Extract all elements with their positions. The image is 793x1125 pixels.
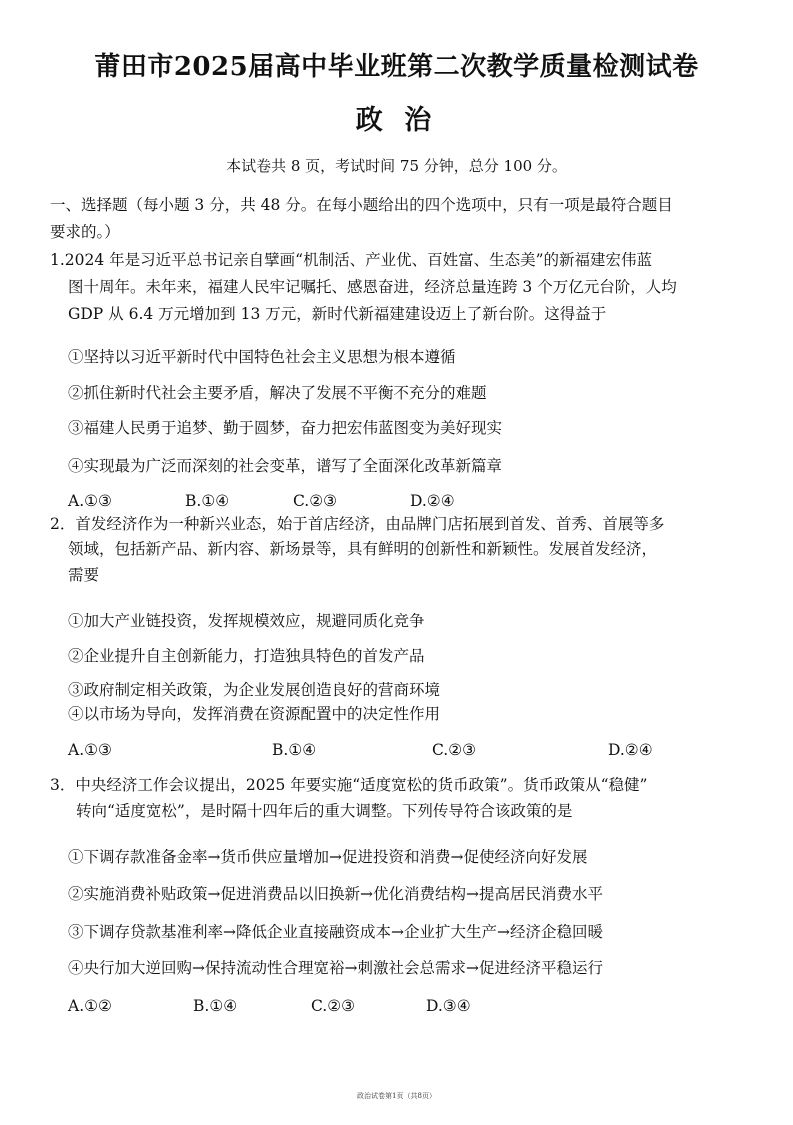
- question-1-stem-line-3: GDP 从 6.4 万元增加到 13 万元，新时代新福建建设迈上了新台阶。这得益于: [68, 305, 607, 323]
- question-3-choice-a[interactable]: A.①②: [68, 997, 112, 1015]
- question-2-choice-d[interactable]: D.②④: [608, 741, 653, 759]
- question-2-choice-a[interactable]: A.①③: [68, 741, 112, 759]
- question-2-choice-b[interactable]: B.①④: [272, 741, 317, 759]
- question-2-statement-3: ③政府制定相关政策，为企业发展创造良好的营商环境: [68, 681, 441, 699]
- question-2-stem-line-2: 领域，包括新产品、新内容、新场景等，具有鲜明的创新性和新颖性。发展首发经济，: [68, 540, 658, 558]
- question-1-choice-b[interactable]: B.①④: [185, 492, 230, 510]
- question-2-statement-2: ②企业提升自主创新能力，打造独具特色的首发产品: [68, 647, 425, 665]
- question-3-stem-line-2: 转向“适度宽松”，是时隔十四年后的重大调整。下列传导符合该政策的是: [76, 802, 573, 820]
- question-3-choice-d[interactable]: D.③④: [426, 997, 471, 1015]
- question-1-choice-a[interactable]: A.①③: [68, 492, 112, 510]
- page-title: 莆田市2025届高中毕业班第二次教学质量检测试卷: [94, 52, 699, 82]
- section-instruction-line-2: 要求的。）: [50, 223, 120, 241]
- subject-title: 政 治: [355, 105, 438, 136]
- question-3-statement-3: ③下调存贷款基准利率→降低企业直接融资成本→企业扩大生产→经济企稳回暖: [68, 923, 603, 941]
- question-2-stem-line-1: 2．首发经济作为一种新兴业态，始于首店经济，由品牌门店拓展到首发、首秀、首展等多: [50, 515, 665, 533]
- question-2-statement-1: ①加大产业链投资，发挥规模效应，规避同质化竞争: [68, 612, 425, 630]
- question-3-statement-1: ①下调存款准备金率→货币供应量增加→促进投资和消费→促使经济向好发展: [68, 848, 588, 866]
- question-3-stem-line-1: 3．中央经济工作会议提出，2025 年要实施“适度宽松的货币政策”。货币政策从“稳健”: [50, 776, 648, 794]
- question-1-statement-1: ①坚持以习近平新时代中国特色社会主义思想为根本遵循: [68, 348, 456, 366]
- question-1-choice-c[interactable]: C.②③: [293, 492, 338, 510]
- question-2-choice-c[interactable]: C.②③: [432, 741, 477, 759]
- question-2-statement-4: ④以市场为导向，发挥消费在资源配置中的决定性作用: [68, 705, 441, 723]
- section-instruction-line-1: 一、选择题（每小题 3 分，共 48 分。在每小题给出的四个选项中，只有一项是最符合题目: [50, 196, 673, 214]
- question-1-choice-d[interactable]: D.②④: [410, 492, 455, 510]
- question-2-stem-line-3: 需要: [68, 566, 100, 584]
- exam-info: 本试卷共 8 页，考试时间 75 分钟，总分 100 分。: [226, 157, 567, 175]
- question-3-statement-2: ②实施消费补贴政策→促进消费品以旧换新→优化消费结构→提高居民消费水平: [68, 885, 603, 903]
- question-3-choice-c[interactable]: C.②③: [311, 997, 356, 1015]
- question-1-stem-line-2: 图十周年。未年来，福建人民牢记嘱托、感恩奋进，经济总量连跨 3 个万亿元台阶，人均: [68, 278, 677, 296]
- question-3-choice-b[interactable]: B.①④: [193, 997, 238, 1015]
- question-3-statement-4: ④央行加大逆回购→保持流动性合理宽裕→刺激社会总需求→促进经济平稳运行: [68, 959, 603, 977]
- question-1-statement-2: ②抓住新时代社会主要矛盾，解决了发展不平衡不充分的难题: [68, 384, 487, 402]
- question-1-stem-line-1: 1.2024 年是习近平总书记亲自擘画“机制活、产业优、百姓富、生态美”的新福建宏伟蓝: [50, 251, 653, 269]
- question-1-statement-4: ④实现最为广泛而深刻的社会变革，谱写了全面深化改革新篇章: [68, 457, 503, 475]
- question-1-statement-3: ③福建人民勇于追梦、勤于圆梦，奋力把宏伟蓝图变为美好现实: [68, 419, 503, 437]
- page-footer: 政治试卷第1页（共8页）: [357, 1092, 436, 1100]
